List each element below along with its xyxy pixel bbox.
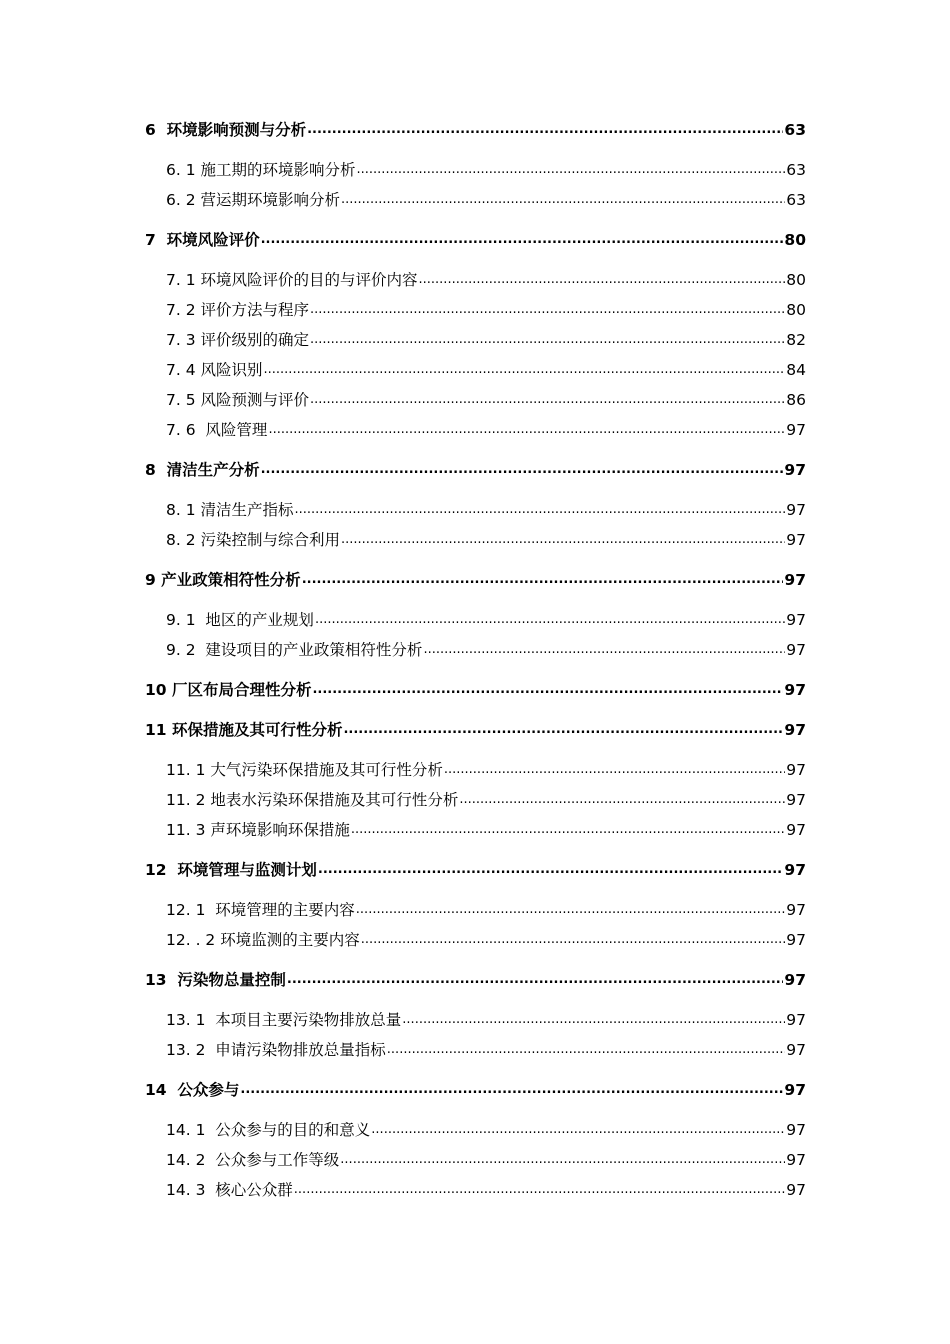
toc-section-row (0, 416, 950, 440)
toc-section-row (0, 496, 950, 520)
toc-entry-title: 7. 5 风险预测与评价 (166, 391, 310, 409)
toc-section-row (0, 156, 950, 180)
toc-entry[interactable] (166, 266, 806, 290)
toc-chapter-row (0, 566, 950, 590)
toc-entry[interactable] (166, 816, 806, 840)
toc-entry-title: 6. 2 营运期环境影响分析 (166, 191, 341, 209)
toc-section-row (0, 816, 950, 840)
toc-entry-title: 7. 1 环境风险评价的目的与评价内容 (166, 271, 418, 289)
dot-leader (240, 1080, 783, 1100)
dot-leader (423, 640, 785, 660)
dot-leader (261, 230, 784, 250)
dot-leader (307, 120, 783, 140)
toc-chapter-row (0, 856, 950, 880)
toc-entry-title: 11. 1 大气污染环保措施及其可行性分析 (166, 761, 443, 779)
toc-entry-title: 8. 1 清洁生产指标 (166, 501, 294, 519)
toc-entry-title: 7. 6 风险管理 (166, 421, 268, 439)
dot-leader (340, 1150, 785, 1170)
dot-leader (312, 680, 783, 700)
dot-leader (361, 930, 786, 950)
toc-entry[interactable] (166, 756, 806, 780)
toc-entry[interactable] (166, 786, 806, 810)
toc-entry-title: 11. 2 地表水污染环保措施及其可行性分析 (166, 791, 459, 809)
toc-page-number: 97 (784, 461, 806, 479)
dot-leader (341, 530, 785, 550)
toc-chapter-row (0, 1076, 950, 1100)
toc-chapter-row (0, 116, 950, 140)
toc-page-number: 80 (786, 271, 806, 289)
toc-entry[interactable] (166, 496, 806, 520)
toc-entry[interactable] (145, 566, 806, 590)
toc-entry[interactable] (166, 1006, 806, 1030)
toc-page-number: 97 (786, 641, 806, 659)
toc-entry[interactable] (166, 356, 806, 380)
toc-chapter-row (0, 716, 950, 740)
toc-page-number: 97 (786, 931, 806, 949)
toc-entry[interactable] (145, 1076, 806, 1100)
toc-page-number: 84 (786, 361, 806, 379)
toc-page-number: 97 (786, 1041, 806, 1059)
toc-section-row (0, 1146, 950, 1170)
toc-entry-title: 6. 1 施工期的环境影响分析 (166, 161, 356, 179)
toc-section-row (0, 896, 950, 920)
toc-entry[interactable] (166, 156, 806, 180)
toc-page-number: 97 (784, 971, 806, 989)
toc-entry-title: 14. 1 公众参与的目的和意义 (166, 1121, 371, 1139)
toc-entry-title: 12 环境管理与监测计划 (145, 861, 317, 879)
toc-entry[interactable] (166, 1116, 806, 1140)
toc-page-number: 82 (786, 331, 806, 349)
toc-page-number: 97 (786, 821, 806, 839)
dot-leader (371, 1120, 785, 1140)
toc-page-number: 97 (786, 791, 806, 809)
toc-page-number: 86 (786, 391, 806, 409)
toc-page-number: 97 (784, 1081, 806, 1099)
toc-page-number: 97 (786, 501, 806, 519)
toc-entry-title: 8. 2 污染控制与综合利用 (166, 531, 341, 549)
toc-page-number: 97 (786, 1151, 806, 1169)
toc-page-number: 97 (786, 1011, 806, 1029)
toc-section-row (0, 1116, 950, 1140)
dot-leader (310, 330, 785, 350)
toc-entry-title: 6 环境影响预测与分析 (145, 121, 307, 139)
toc-page-number: 97 (786, 611, 806, 629)
toc-entry[interactable] (166, 926, 806, 950)
toc-entry-title: 9. 2 建设项目的产业政策相符性分析 (166, 641, 423, 659)
toc-entry[interactable] (166, 896, 806, 920)
toc-entry-title: 7 环境风险评价 (145, 231, 260, 249)
dot-leader (419, 270, 786, 290)
toc-section-row (0, 356, 950, 380)
dot-leader (387, 1040, 785, 1060)
toc-entry[interactable] (166, 1176, 806, 1200)
toc-chapter-row (0, 676, 950, 700)
toc-section-row (0, 1176, 950, 1200)
toc-entry-title: 7. 4 风险识别 (166, 361, 263, 379)
toc-entry-title: 11 环保措施及其可行性分析 (145, 721, 343, 739)
toc-section-row (0, 386, 950, 410)
dot-leader (261, 460, 784, 480)
toc-section-row (0, 1006, 950, 1030)
toc-entry[interactable] (166, 606, 806, 630)
dot-leader (268, 420, 785, 440)
toc-entry[interactable] (166, 186, 806, 210)
dot-leader (444, 760, 785, 780)
toc-entry-title: 11. 3 声环境影响环保措施 (166, 821, 350, 839)
toc-entry[interactable] (145, 676, 806, 700)
toc-entry-title: 9 产业政策相符性分析 (145, 571, 301, 589)
toc-entry[interactable] (166, 636, 806, 660)
toc-page-number: 63 (786, 161, 806, 179)
toc-chapter-row (0, 456, 950, 480)
toc-entry-title: 9. 1 地区的产业规划 (166, 611, 314, 629)
dot-leader (310, 300, 785, 320)
toc-entry[interactable] (166, 526, 806, 550)
dot-leader (264, 360, 786, 380)
toc-entry-title: 10 厂区布局合理性分析 (145, 681, 312, 699)
toc-page-number: 80 (786, 301, 806, 319)
dot-leader (302, 570, 784, 590)
toc-entry[interactable] (145, 116, 806, 140)
dot-leader (294, 1180, 785, 1200)
toc-entry[interactable] (166, 326, 806, 350)
toc-entry-title: 13 污染物总量控制 (145, 971, 286, 989)
dot-leader (351, 820, 785, 840)
toc-section-row (0, 1036, 950, 1060)
dot-leader (310, 390, 785, 410)
toc-section-row (0, 266, 950, 290)
toc-section-row (0, 296, 950, 320)
dot-leader (357, 160, 786, 180)
toc-page-number: 97 (786, 1181, 806, 1199)
toc-entry-title: 14. 3 核心公众群 (166, 1181, 293, 1199)
dot-leader (341, 190, 785, 210)
dot-leader (315, 610, 785, 630)
toc-entry[interactable] (145, 226, 806, 250)
dot-leader (318, 860, 784, 880)
toc-entry-title: 7. 3 评价级别的确定 (166, 331, 310, 349)
toc-page-number: 97 (786, 421, 806, 439)
toc-page-number: 97 (784, 571, 806, 589)
toc-page-number: 63 (786, 191, 806, 209)
toc-entry[interactable] (166, 416, 806, 440)
dot-leader (343, 720, 783, 740)
toc-section-row (0, 926, 950, 950)
toc-entry[interactable] (145, 456, 806, 480)
toc-chapter-row (0, 966, 950, 990)
toc-page-number: 97 (786, 1121, 806, 1139)
toc-entry[interactable] (166, 296, 806, 320)
toc-page-number: 97 (786, 901, 806, 919)
toc-entry-title: 7. 2 评价方法与程序 (166, 301, 310, 319)
toc-page-number: 97 (786, 531, 806, 549)
toc-entry-title: 13. 1 本项目主要污染物排放总量 (166, 1011, 402, 1029)
toc-section-row (0, 756, 950, 780)
dot-leader (356, 900, 785, 920)
toc-section-row (0, 606, 950, 630)
toc-section-row (0, 326, 950, 350)
dot-leader (459, 790, 785, 810)
toc-entry-title: 14. 2 公众参与工作等级 (166, 1151, 340, 1169)
toc-page-number: 63 (784, 121, 806, 139)
toc-section-row (0, 786, 950, 810)
toc-chapter-row (0, 226, 950, 250)
toc-entry[interactable] (166, 1036, 806, 1060)
toc-entry-title: 12. . 2 环境监测的主要内容 (166, 931, 360, 949)
toc-entry-title: 13. 2 申请污染物排放总量指标 (166, 1041, 386, 1059)
dot-leader (287, 970, 784, 990)
toc-page-number: 80 (784, 231, 806, 249)
dot-leader (402, 1010, 785, 1030)
toc-entry-title: 12. 1 环境管理的主要内容 (166, 901, 355, 919)
toc-entry[interactable] (145, 716, 806, 740)
toc-section-row (0, 526, 950, 550)
toc-page-number: 97 (786, 761, 806, 779)
toc-page-number: 97 (784, 861, 806, 879)
toc-entry-title: 14 公众参与 (145, 1081, 240, 1099)
toc-page-number: 97 (784, 681, 806, 699)
toc-page-number: 97 (784, 721, 806, 739)
dot-leader (295, 500, 786, 520)
toc-section-row (0, 636, 950, 660)
toc-entry[interactable] (145, 966, 806, 990)
toc-entry[interactable] (166, 386, 806, 410)
toc-entry[interactable] (145, 856, 806, 880)
toc-section-row (0, 186, 950, 210)
toc-entry[interactable] (166, 1146, 806, 1170)
toc-entry-title: 8 清洁生产分析 (145, 461, 260, 479)
